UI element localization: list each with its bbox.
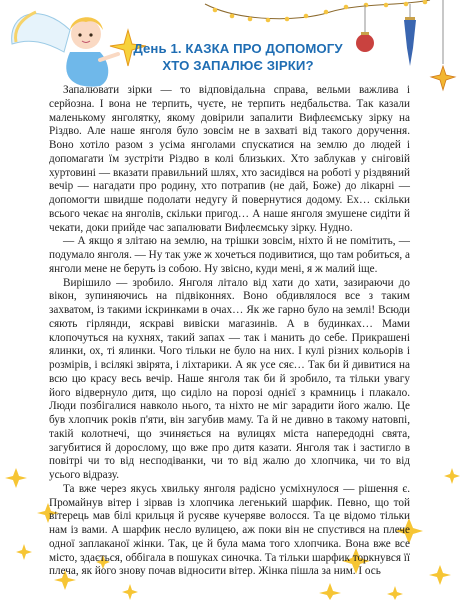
paragraph: — А якщо я злітаю на землю, на трішки зовсім, ніхто й не помітить, — подумало янголя. — Ну так уже ж хочеться подивитися, що там робиться, а янголи мене не беруть із собою. Ну звісно, куди мені, я ж малий іще. xyxy=(49,235,410,275)
paragraph: Вирішило — зробило. Янголя літало від хати до хати, зазираючи до вікон, зупиняючись на підвіконнях. Воно обдивлялося все з таким захватом, із такими іскринками в очах… Як же гарно було на землі! Всюди сяють гірлянди, яскраві вивіски магазинів. А в будинках… Мами клопочуться на кухнях, такий запах — так і манить до себе. Прикрашені ялинки, ох, ті ялинки. Чого тільки не було на них. І кулі різних кольорів і розмірів, і всілякі звірята, і ліхтарики. А як усе сяє… Так би й дивитися на всю цю красу весь вечір. Наше янголя так би й зробило, та тільки увагу його відвернуло дитя, що сиділо на порозі однієї з крамниць і плакало. Люди позбігалися навколо нього, та ніхто не міг зарадити його жалю. Це був хлопчик років п'яти, він загубив маму. Та й не дивно в такому натовпі, такій колотнечі, що зчиняється на вулицях міста напередодні свята, загубитися й дорослому, що вже про дитя казати. Янголя так і застигло в повітрі чи то від несподіванки, чи то від жалю до хлопчика, чи то від усього відразу. xyxy=(49,276,410,481)
garland-lights-icon xyxy=(213,0,428,22)
paragraph: Та вже через якусь хвильку янголя радісно усміхнулося — рішення є. Промайнув вітер і зірвав із хлопчика легенький шарфик. Певно, що той вітерець мав білі крильця й русяве кучеряве волосся. Та це відомо тільки нам із вами. А шарфик несло вулицею, аж поки він не спустився на плече одної заплаканої жінки. Так, це й була мама того хлопчика. Вона вже все місто, здається, оббігала в пошуках синочка. Та тільки шарфик торкнувся її плеча, як його знову почав відносити вітер. Жінка пішла за ним. І ось xyxy=(49,482,410,578)
garland-string xyxy=(205,0,430,19)
story-text xyxy=(49,84,410,579)
gold-star-ornament-icon xyxy=(431,66,455,90)
paragraph: Запалювати зірки — то відповідальна справа, вельми важлива і серйозна. І вона не терпить, чуєте, не терпить недбальства. Так казали маленькому янголятку, якому довірили запалити Вифлеємську зірку на Різдво. Але нашe янголя було зовсім не в захваті від такого доручення. Воно хотіло разом з усіма янголами спускатися на землю до людей і допомагати їм зустріти Різдво в колі близьких. Хто заблукав у сніговій хуртовині — вказати правильний шлях, хто засидівся на роботі у різдвяний вечір — нагадати про родину, хто потрапив (не дай, Боже) до лікарні — допомогти швидше подолати недугу й повернутися додому. Ех… скільки всього чекає на янголів, скільки пригод… А наше янголя змушене сидіти й чекати, доки прийде час запалювати Вифлеємську зірку. Нудно. xyxy=(49,84,410,234)
chapter-heading-line1: День 1. КАЗКА ПРО ДОПОМОГУ xyxy=(133,41,343,56)
chapter-heading-line2: ХТО ЗАПАЛЮЄ ЗІРКИ? xyxy=(162,58,314,73)
chapter-heading xyxy=(110,40,366,74)
blue-icicle-ornament-icon xyxy=(404,20,416,66)
